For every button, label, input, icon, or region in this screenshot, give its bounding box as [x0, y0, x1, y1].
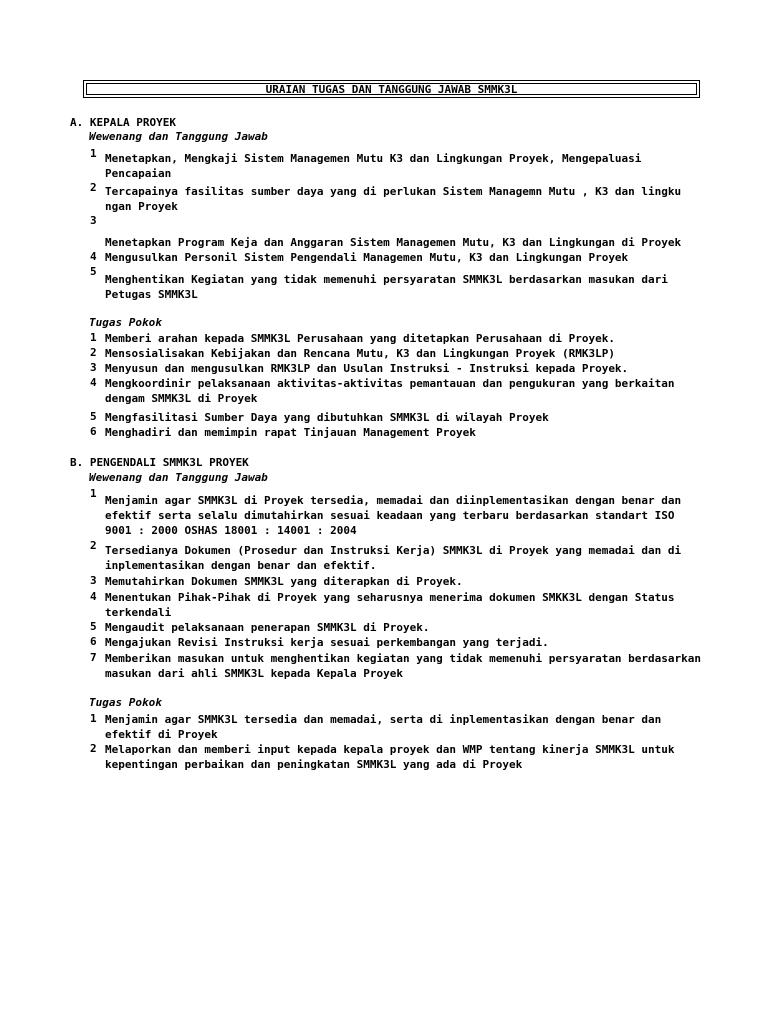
list-number: 4: [90, 376, 97, 389]
list-item: Mensosialisakan Kebijakan dan Rencana Mutu, K3 dan Lingkungan Proyek (RMK3LP): [105, 347, 615, 360]
list-item: Menjamin agar SMMK3L tersedia dan memadai, serta di inplementasikan dengan benar dan efektif di Proyek: [105, 713, 662, 741]
list-item: Tercapainya fasilitas sumber daya yang di perlukan Sistem Managemn Mutu , K3 dan lingku ngan Proyek: [105, 185, 682, 213]
list-number: 4: [90, 590, 97, 603]
list-number: 5: [90, 265, 97, 278]
list-number: 1: [90, 712, 97, 725]
list-number: 2: [90, 346, 97, 359]
list-item: Menghadiri dan memimpin rapat Tinjauan Management Proyek: [105, 426, 476, 439]
list-item: Mengkoordinir pelaksanaan aktivitas-aktivitas pemantauan dan pengukuran yang berkaitan dengam SMMK3L di Proyek: [105, 377, 675, 405]
list-item: Mengusulkan Personil Sistem Pengendali Managemen Mutu, K3 dan Lingkungan Proyek: [105, 251, 629, 264]
document-title: URAIAN TUGAS DAN TANGGUNG JAWAB SMMK3L: [86, 83, 697, 95]
list-item: Memberikan masukan untuk menghentikan kegiatan yang tidak memenuhi persyaratan berdasarkan masukan dari ahli SMMK3L kepada Kepala Proyek: [105, 652, 702, 680]
section-b-tugas-label: Tugas Pokok: [89, 696, 162, 709]
list-number: 7: [90, 651, 97, 664]
list-item: Memberi arahan kepada SMMK3L Perusahaan yang ditetapkan Perusahaan di Proyek.: [105, 332, 615, 345]
list-number: 2: [90, 539, 97, 552]
list-number: 3: [90, 361, 97, 374]
list-number: 6: [90, 425, 97, 438]
list-item: Menetapkan Program Keja dan Anggaran Sistem Managemen Mutu, K3 dan Lingkungan di Proyek: [105, 236, 682, 249]
list-number: 5: [90, 620, 97, 633]
list-number: 1: [90, 147, 97, 160]
section-b-wewenang-label: Wewenang dan Tanggung Jawab: [89, 471, 268, 484]
section-a-heading: A. KEPALA PROYEK: [70, 116, 176, 129]
section-a-wewenang-label: Wewenang dan Tanggung Jawab: [89, 130, 268, 143]
list-number: 4: [90, 250, 97, 263]
list-number: 1: [90, 331, 97, 344]
list-item: Tersedianya Dokumen (Prosedur dan Instruksi Kerja) SMMK3L di Proyek yang memadai dan di inplementasikan dengan benar dan efektif.: [105, 544, 682, 572]
list-item: Menghentikan Kegiatan yang tidak memenuhi persyaratan SMMK3L berdasarkan masukan dari Petugas SMMK3L: [105, 273, 668, 301]
title-box: [83, 80, 700, 98]
list-number: 2: [90, 742, 97, 755]
list-number: 3: [90, 574, 97, 587]
section-b-heading: B. PENGENDALI SMMK3L PROYEK: [70, 456, 249, 469]
list-item: Menetapkan, Mengkaji Sistem Managemen Mutu K3 dan Lingkungan Proyek, Mengepaluasi Pencapaian: [105, 152, 642, 180]
list-number: 3: [90, 214, 97, 227]
section-a-tugas-label: Tugas Pokok: [89, 316, 162, 329]
list-item: Mengajukan Revisi Instruksi kerja sesuai perkembangan yang terjadi.: [105, 636, 549, 649]
list-item: Memutahirkan Dokumen SMMK3L yang diterapkan di Proyek.: [105, 575, 463, 588]
list-item: Mengfasilitasi Sumber Daya yang dibutuhkan SMMK3L di wilayah Proyek: [105, 411, 549, 424]
list-number: 5: [90, 410, 97, 423]
list-item: Melaporkan dan memberi input kepada kepala proyek dan WMP tentang kinerja SMMK3L untuk kepentingan perbaikan dan peningkatan SMMK3L yang ada di Proyek: [105, 743, 675, 771]
list-number: 2: [90, 181, 97, 194]
list-number: 1: [90, 487, 97, 500]
list-number: 6: [90, 635, 97, 648]
list-item: Mengaudit pelaksanaan penerapan SMMK3L di Proyek.: [105, 621, 430, 634]
list-item: Menjamin agar SMMK3L di Proyek tersedia, memadai dan diinplementasikan dengan benar dan efektif serta selalu dimutahirkan sesuai keadaan yang terbaru berdasarkan standart ISO 9001 : 2000 OSHAS 18001 : 14001 : 2004: [105, 494, 682, 537]
list-item: Menentukan Pihak-Pihak di Proyek yang seharusnya menerima dokumen SMKK3L dengan Status terkendali: [105, 591, 675, 619]
list-item: Menyusun dan mengusulkan RMK3LP dan Usulan Instruksi - Instruksi kepada Proyek.: [105, 362, 629, 375]
